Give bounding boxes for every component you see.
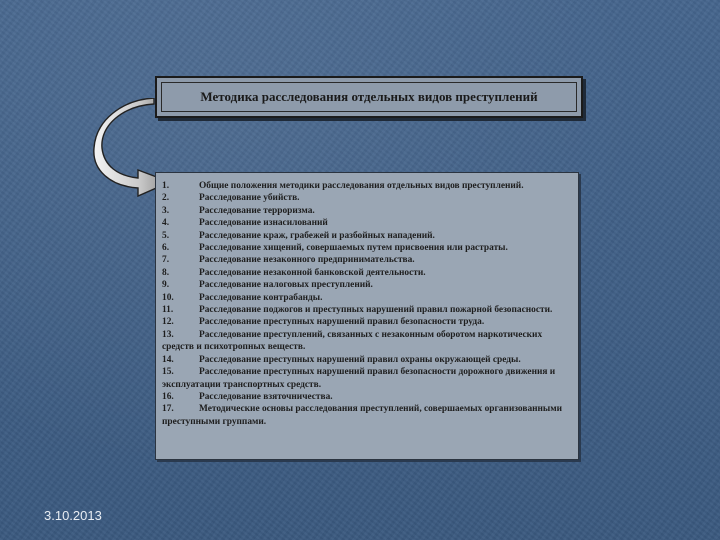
list-item-text: Расследование контрабанды. [199,292,323,303]
list-item [162,329,572,354]
list-item [162,316,572,328]
list-item-text: Расследование хищений, совершаемых путем присвоения или растраты. [199,243,508,254]
list-item-number: 7. [162,255,170,266]
title-box [155,76,583,118]
list-item [162,217,572,229]
list-item-text: Расследование незаконной банковской деятельности. [199,267,426,278]
list-item-text: Расследование преступных нарушений правил охраны окружающей среды. [199,354,521,365]
list-item [162,354,572,366]
list-item [162,304,572,316]
topics-list [155,172,579,460]
list-item [162,180,572,192]
list-item [162,205,572,217]
list-item [162,192,572,204]
list-item-text: Общие положения методики расследования отдельных видов преступлений. [199,181,524,191]
list-item-text: Расследование взяточничества. [199,391,333,402]
list-item-number: 13. [162,329,174,340]
list-item-text: Расследование незаконного предпринимательства. [199,255,415,266]
list-item-number: 10. [162,292,174,303]
list-item-text: Расследование поджогов и преступных нарушений правил пожарной безопасности. [199,305,553,316]
list-item-number: 17. [162,404,174,415]
list-item-text: Расследование изнасилований [199,218,328,229]
list-item-number: 12. [162,317,174,328]
list-item-number: 9. [162,280,170,291]
list-item-number: 4. [162,218,170,229]
list-item-number: 6. [162,243,170,254]
list-item-number: 3. [162,205,170,216]
list-item-number: 2. [162,193,170,204]
list-item-number: 15. [162,367,174,378]
list-item [162,230,572,242]
list-item-number: 16. [162,391,174,402]
list-item [162,242,572,254]
list-item [162,366,572,391]
list-item [162,403,572,428]
slide-date: 3.10.2013 [44,508,102,523]
list-item-text: Расследование убийств. [199,193,300,204]
list-item-text: Расследование преступлений, связанных с незаконным оборотом наркотических средств и психотропных веществ. [162,329,543,353]
list-item-number: 1. [162,181,170,191]
list-item [162,267,572,279]
list-item-number: 11. [162,305,174,316]
list-item-text: Методические основы расследования преступлений, совершаемых организованными преступными группами. [162,404,563,427]
list-item [162,391,572,403]
list-item-text: Расследование терроризма. [199,205,315,216]
list-item-text: Расследование преступных нарушений правил безопасности труда. [199,317,485,328]
slide-title: Методика расследования отдельных видов преступлений [200,89,538,104]
list-item-text: Расследование краж, грабежей и разбойных нападений. [199,230,435,241]
list-item [162,279,572,291]
list-item [162,254,572,266]
list-item [162,292,572,304]
list-item-number: 14. [162,354,174,365]
list-item-number: 5. [162,230,170,241]
list-item-text: Расследование налоговых преступлений. [199,280,373,291]
list-item-number: 8. [162,267,170,278]
list-item-text: Расследование преступных нарушений правил безопасности дорожного движения и эксплуатации транспортных средств. [162,367,556,390]
